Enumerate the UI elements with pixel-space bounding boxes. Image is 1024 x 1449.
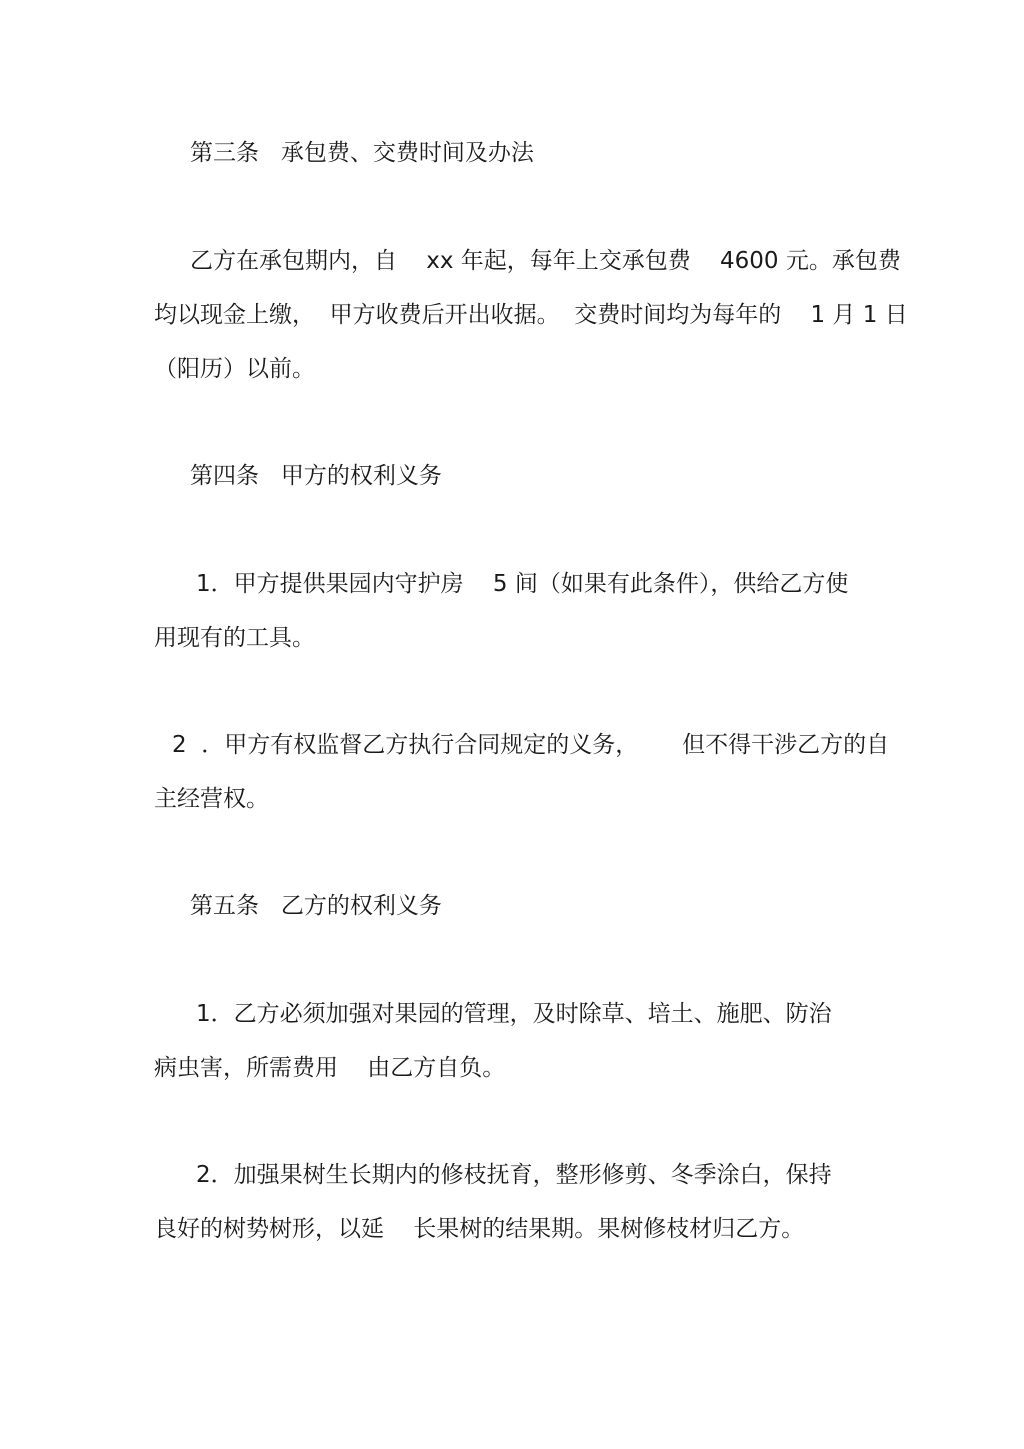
article5-item2-line2: 良好的树势树形，以延 长果树的结果期。果树修枝材归乙方。: [154, 1216, 805, 1242]
article4-heading: 第四条 甲方的权利义务: [190, 463, 442, 489]
article4-item2-line1: 2 ．甲方有权监督乙方执行合同规定的义务， 但不得干涉乙方的自: [172, 732, 890, 758]
article5-item2-line1: 2．加强果树生长期内的修枝抚育，整形修剪、冬季涂白，保持: [196, 1162, 832, 1188]
article3-para-line1: 乙方在承包期内，自 xx 年起，每年上交承包费 4600 元。承包费: [190, 248, 901, 274]
article3-para-line2: 均以现金上缴， 甲方收费后开出收据。 交费时间均为每年的 1 月 1 日: [154, 302, 908, 328]
article4-item1-line1: 1．甲方提供果园内守护房 5 间（如果有此条件），供给乙方使: [196, 571, 849, 597]
article5-item1-line2: 病虫害，所需费用 由乙方自负。: [154, 1055, 506, 1081]
article4-item1-line2: 用现有的工具。: [154, 625, 315, 651]
article4-item2-line2: 主经营权。: [154, 786, 269, 812]
article5-item1-line1: 1．乙方必须加强对果园的管理，及时除草、培土、施肥、防治: [196, 1001, 832, 1027]
article5-heading: 第五条 乙方的权利义务: [190, 893, 442, 919]
article3-para-line3: （阳历）以前。: [154, 356, 315, 382]
article3-heading: 第三条 承包费、交费时间及办法: [190, 140, 534, 166]
